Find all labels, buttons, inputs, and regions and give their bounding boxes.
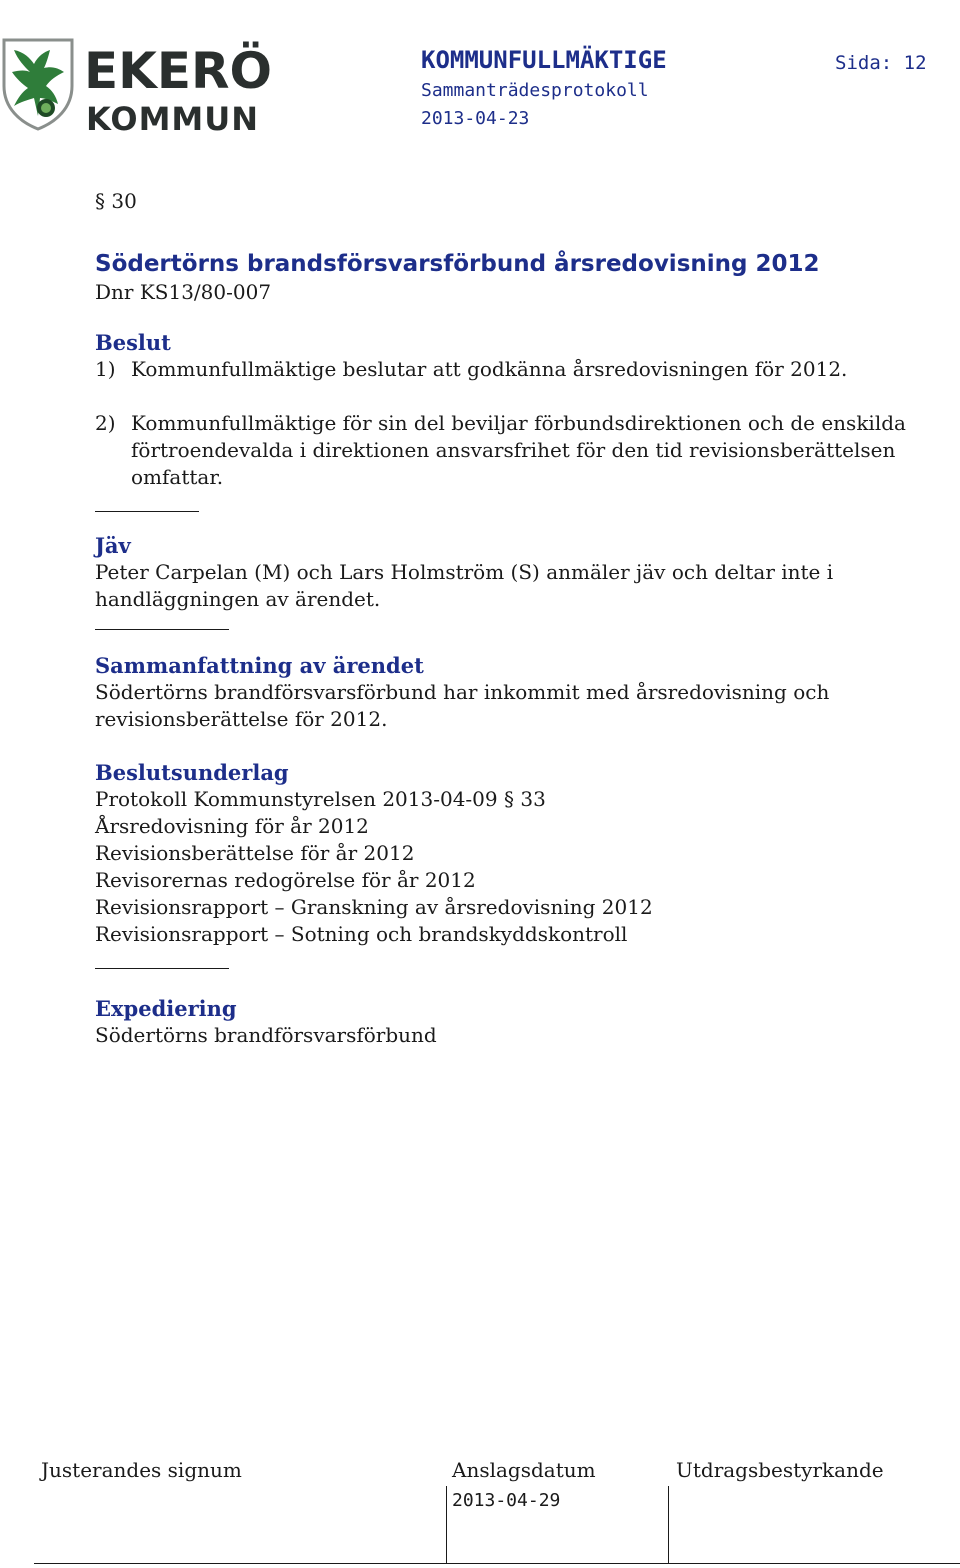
expediering-text: Södertörns brandförsvarsförbund: [95, 1023, 437, 1047]
sammanfattning-heading: Sammanfattning av ärendet: [95, 653, 424, 678]
beslutsunderlag-item: Revisorernas redogörelse för år 2012: [95, 868, 476, 892]
document-title: KOMMUNFULLMÄKTIGE: [421, 46, 667, 74]
jav-heading: Jäv: [95, 533, 131, 558]
document-subtitle: Sammanträdesprotokoll: [421, 80, 649, 101]
footer-anslagsdatum-value: 2013-04-29: [452, 1490, 561, 1511]
footer-baseline: [34, 1563, 960, 1564]
beslutsunderlag-item: Revisionsberättelse för år 2012: [95, 841, 415, 865]
footer-divider: [668, 1486, 669, 1564]
beslut-item-text: Kommunfullmäktige beslutar att godkänna årsredovisningen för 2012.: [131, 357, 848, 381]
footer-utdragsbestyrkande: Utdragsbestyrkande: [676, 1458, 884, 1482]
beslutsunderlag-item: Årsredovisning för år 2012: [95, 814, 369, 838]
document-body: [95, 188, 925, 1049]
ekero-kommun-logo: [0, 36, 275, 136]
beslut-item-number: 1): [95, 357, 116, 381]
beslut-item-text: Kommunfullmäktige för sin del beviljar förbundsdirektionen och de enskilda förtroendevalda i direktionen ansvarsfrihet för den tid revisionsberättelsen omfattar.: [131, 411, 906, 489]
logo-text-ekero: EKERÖ: [84, 42, 273, 100]
beslutsunderlag-item: Revisionsrapport – Granskning av årsredovisning 2012: [95, 895, 653, 919]
page-number: Sida: 12: [835, 52, 927, 74]
beslutsunderlag-item: Protokoll Kommunstyrelsen 2013-04-09 § 33: [95, 787, 546, 811]
beslut-item: [95, 410, 925, 491]
shield-oak-leaf-icon: [0, 36, 78, 132]
meeting-date: 2013-04-23: [421, 108, 530, 129]
beslut-heading: Beslut: [95, 330, 171, 355]
beslutsunderlag-heading: Beslutsunderlag: [95, 760, 289, 785]
section-number: § 30: [95, 189, 137, 213]
section-title: Södertörns brandsförsvarsförbund årsredovisning 2012: [95, 251, 820, 277]
footer-justerandes-signum: Justerandes signum: [41, 1458, 242, 1482]
footer-divider: [446, 1486, 447, 1564]
beslut-item-number: 2): [95, 411, 116, 435]
expediering-heading: Expediering: [95, 996, 237, 1021]
logo-text-kommun: KOMMUN: [86, 100, 260, 138]
beslut-item: [95, 356, 925, 383]
footer-anslagsdatum-label: Anslagsdatum: [452, 1458, 596, 1482]
dnr: Dnr KS13/80-007: [95, 280, 272, 304]
beslutsunderlag-item: Revisionsrapport – Sotning och brandskyddskontroll: [95, 922, 628, 946]
sammanfattning-text: Södertörns brandförsvarsförbund har inkommit med årsredovisning och revisionsberättelse för 2012.: [95, 680, 830, 731]
jav-text: Peter Carpelan (M) och Lars Holmström (S) anmäler jäv och deltar inte i handläggningen av ärendet.: [95, 560, 834, 611]
